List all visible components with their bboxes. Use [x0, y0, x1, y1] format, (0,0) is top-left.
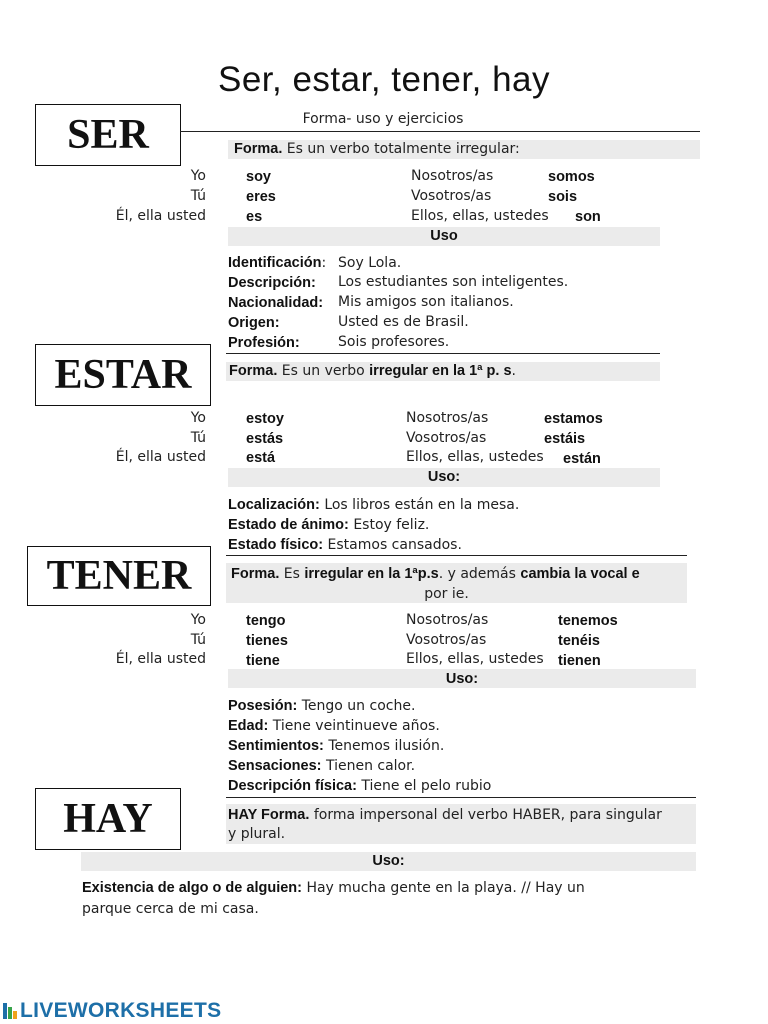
ser-use-value: Los estudiantes son inteligentes.	[338, 274, 569, 290]
estar-use-row	[228, 536, 462, 554]
ser-verb: somos	[548, 169, 595, 185]
ser-uso-label: Uso	[430, 228, 458, 244]
tener-uso-label: Uso:	[445, 671, 479, 687]
tener-use-value: Tiene el pelo rubio	[361, 778, 492, 794]
tener-verb: tengo	[246, 613, 286, 629]
hay-divider	[226, 797, 696, 798]
estar-use-row	[228, 496, 519, 514]
estar-divider	[226, 353, 660, 354]
estar-pronoun: Vosotros/as	[406, 430, 487, 446]
tener-pronoun: Nosotros/as	[406, 612, 489, 628]
estar-verb: estoy	[246, 411, 284, 427]
estar-pronoun: Él, ella usted	[115, 449, 206, 465]
ser-use-value: Soy Lola.	[338, 255, 402, 271]
hay-exist-row	[82, 879, 585, 897]
ser-verb: soy	[246, 169, 271, 185]
ser-use-value: Sois profesores.	[338, 334, 450, 350]
estar-verb: está	[246, 450, 276, 466]
ser-use-key: Origen:	[228, 315, 280, 331]
ser-heading-box: SER	[35, 104, 181, 166]
hay-uso-label: Uso:	[372, 853, 405, 869]
tener-heading-box: TENER	[27, 546, 211, 606]
estar-use-key: Estado de ánimo:	[228, 517, 349, 533]
estar-forma-label: Forma.	[229, 363, 278, 379]
ser-use-row	[228, 254, 326, 272]
tener-use-row	[228, 717, 440, 735]
hay-exist-line2: parque cerca de mi casa.	[82, 901, 259, 917]
hay-forma-text: forma impersonal del verbo HABER, para singular	[313, 807, 662, 823]
ser-verb: eres	[246, 189, 276, 205]
estar-use-value: Los libros están en la mesa.	[324, 497, 520, 513]
ser-use-key: Profesión:	[228, 335, 300, 351]
estar-forma-end: .	[511, 363, 516, 379]
tener-verb: tiene	[246, 653, 280, 669]
hay-exist-label: Existencia de algo o de alguien:	[82, 880, 302, 896]
ser-use-sep: :	[321, 255, 327, 271]
estar-pronoun: Yo	[190, 410, 206, 426]
tener-use-key: Posesión:	[228, 698, 298, 714]
tener-verb: tenéis	[558, 633, 600, 649]
liveworksheets-logo[interactable]	[3, 998, 221, 1024]
ser-pronoun: Yo	[190, 168, 206, 184]
estar-verb: están	[563, 451, 601, 467]
ser-pronoun: Él, ella usted	[115, 208, 206, 224]
estar-use-key: Estado físico:	[228, 537, 324, 553]
tener-use-key: Edad:	[228, 718, 269, 734]
tener-verb: tenemos	[558, 613, 618, 629]
tener-forma-t2: . y además	[438, 566, 516, 582]
tener-forma-label: Forma.	[231, 566, 280, 582]
tener-forma-bold1: irregular en la 1ªp.s	[304, 566, 439, 582]
liveworksheets-icon	[3, 1001, 19, 1021]
tener-pronoun: Vosotros/as	[406, 632, 487, 648]
ser-use-value: Usted es de Brasil.	[338, 314, 469, 330]
ser-pronoun: Tú	[190, 188, 206, 204]
ser-verb: sois	[548, 189, 578, 205]
estar-use-value: Estamos cansados.	[327, 537, 462, 553]
tener-pronoun: Ellos, ellas, ustedes	[406, 651, 544, 667]
estar-use-value: Estoy feliz.	[353, 517, 430, 533]
tener-divider	[226, 555, 687, 556]
hay-forma-line2: y plural.	[228, 826, 286, 842]
ser-divider	[180, 131, 700, 132]
hay-exist-text: Hay mucha gente en la playa. // Hay un	[306, 880, 585, 896]
ser-forma-text: Es un verbo totalmente irregular:	[286, 141, 520, 157]
ser-forma-label: Forma.	[234, 141, 283, 157]
estar-forma-text: Es un verbo	[281, 363, 365, 379]
estar-pronoun: Ellos, ellas, ustedes	[406, 449, 544, 465]
estar-forma-bold: irregular en la 1ª p. s	[369, 363, 512, 379]
estar-verb: estamos	[544, 411, 603, 427]
estar-forma	[229, 362, 516, 380]
tener-use-value: Tengo un coche.	[301, 698, 416, 714]
ser-pronoun: Nosotros/as	[411, 168, 494, 184]
hay-forma	[228, 806, 662, 824]
tener-use-key: Descripción física:	[228, 778, 357, 794]
ser-forma	[234, 140, 520, 158]
ser-verb: son	[575, 209, 601, 225]
tener-forma-t1: Es	[283, 566, 300, 582]
estar-pronoun: Nosotros/as	[406, 410, 489, 426]
ser-use-key: Identificación	[228, 255, 322, 271]
estar-use-key: Localización:	[228, 497, 320, 513]
hay-heading-box: HAY	[35, 788, 181, 850]
ser-pronoun: Vosotros/as	[411, 188, 492, 204]
liveworksheets-wordmark: LIVEWORKSHEETS	[20, 999, 222, 1022]
ser-use-key: Nacionalidad:	[228, 295, 324, 311]
ser-verb: es	[246, 209, 263, 225]
tener-verb: tienes	[246, 633, 288, 649]
estar-uso-label: Uso:	[427, 469, 461, 485]
tener-forma	[231, 565, 640, 583]
tener-verb: tienen	[558, 653, 601, 669]
estar-heading-box: ESTAR	[35, 344, 211, 406]
tener-forma-bold2: cambia la vocal e	[520, 566, 640, 582]
tener-pronoun: Él, ella usted	[115, 651, 206, 667]
estar-verb: estáis	[544, 431, 586, 447]
subtitle: Forma- uso y ejercicios	[302, 111, 464, 127]
tener-use-row	[228, 777, 491, 795]
estar-verb: estás	[246, 431, 284, 447]
tener-use-row	[228, 757, 415, 775]
tener-use-key: Sensaciones:	[228, 758, 322, 774]
tener-forma-line2: por ie.	[424, 586, 469, 602]
tener-use-row	[228, 697, 415, 715]
hay-forma-label: HAY Forma.	[228, 807, 310, 823]
tener-use-key: Sentimientos:	[228, 738, 324, 754]
tener-use-value: Tienen calor.	[325, 758, 416, 774]
page-title: Ser, estar, tener, hay	[217, 60, 551, 99]
tener-pronoun: Tú	[190, 632, 206, 648]
tener-pronoun: Yo	[190, 612, 206, 628]
tener-use-row	[228, 737, 444, 755]
estar-use-row	[228, 516, 429, 534]
ser-use-key: Descripción:	[228, 275, 316, 291]
ser-pronoun: Ellos, ellas, ustedes	[411, 208, 549, 224]
estar-pronoun: Tú	[190, 430, 206, 446]
tener-use-value: Tenemos ilusión.	[328, 738, 445, 754]
ser-use-value: Mis amigos son italianos.	[338, 294, 514, 310]
tener-use-value: Tiene veintinueve años.	[272, 718, 440, 734]
